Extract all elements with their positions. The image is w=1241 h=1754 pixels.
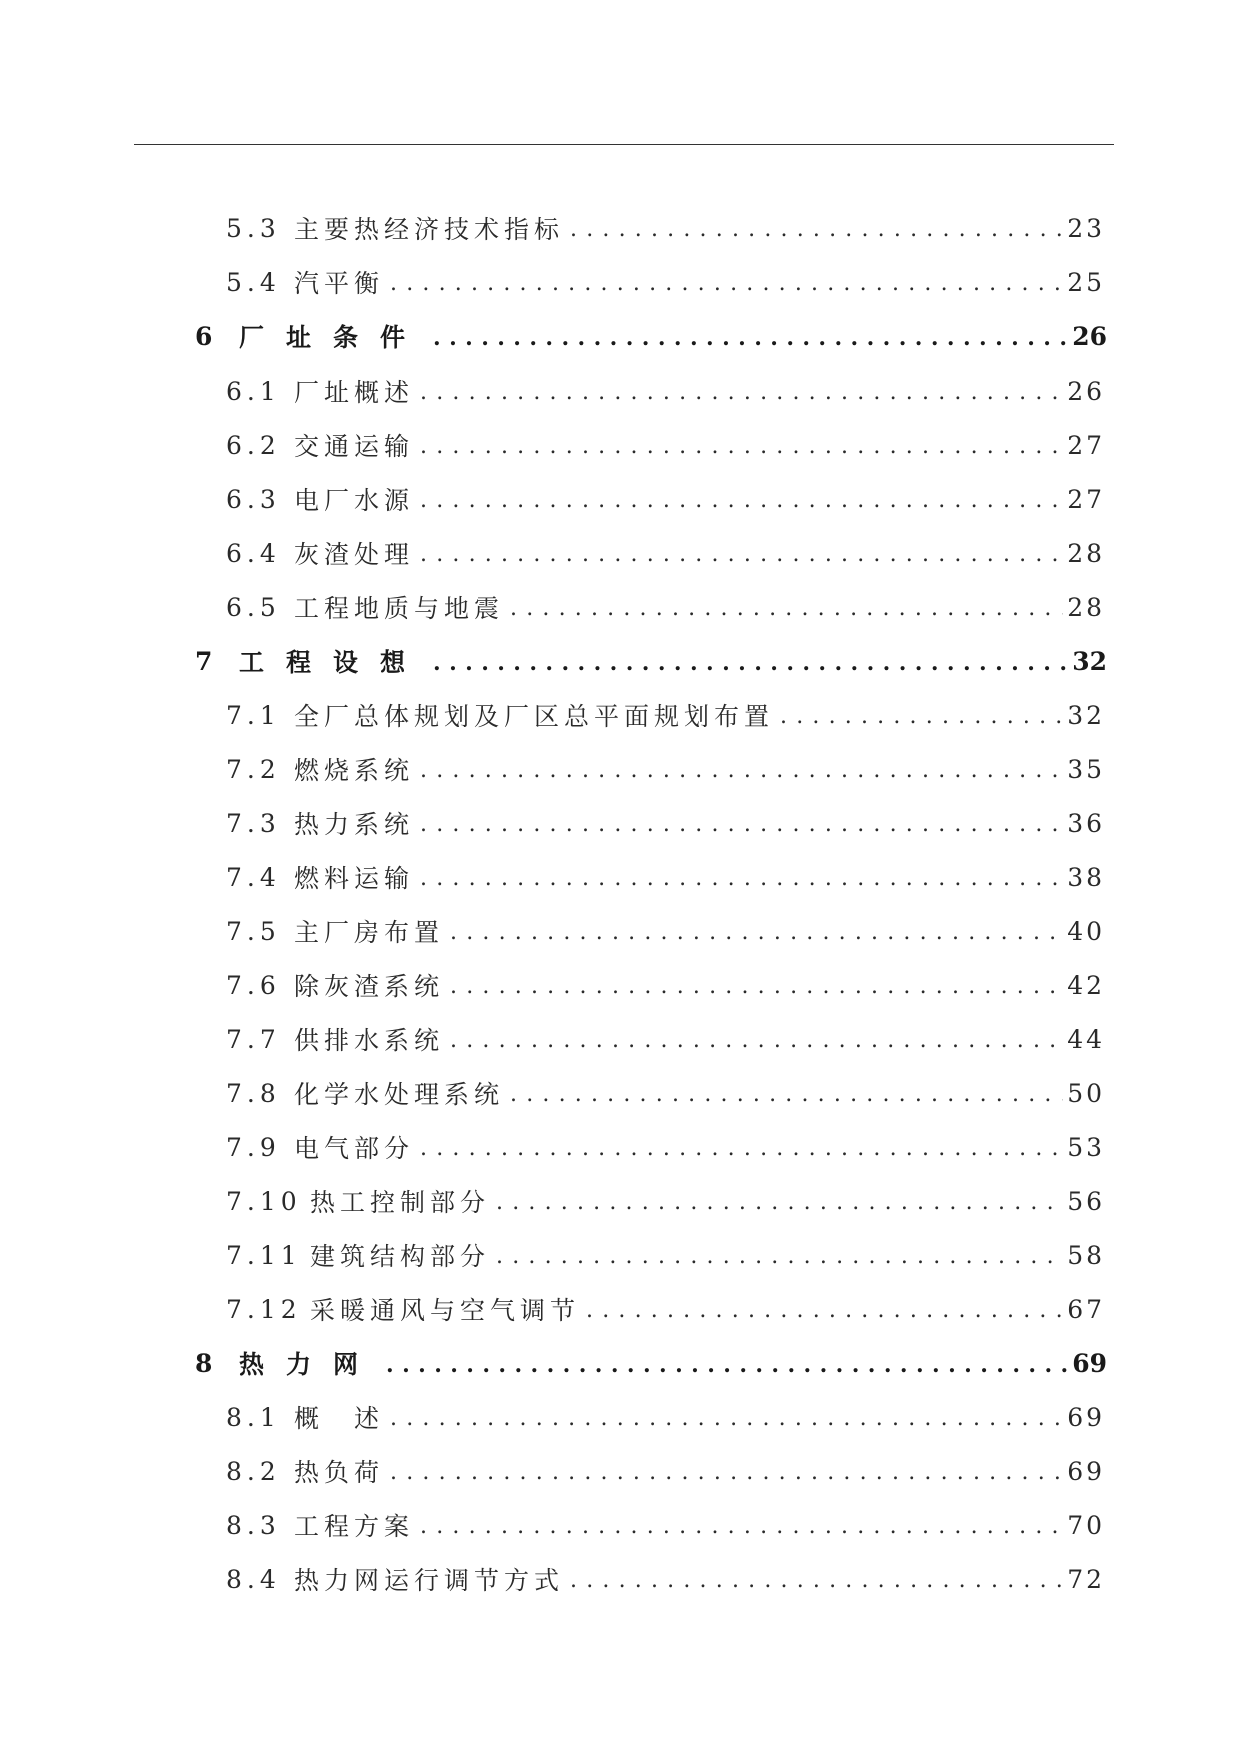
toc-entry-page: 67 bbox=[1067, 1294, 1105, 1324]
toc-entry-number: 7.2 bbox=[226, 754, 281, 784]
toc-dot-leader bbox=[496, 1240, 1063, 1270]
toc-entry-page: 53 bbox=[1067, 1132, 1105, 1162]
toc-entry-number: 7.3 bbox=[226, 808, 281, 838]
toc-entry-page: 36 bbox=[1067, 808, 1105, 838]
toc-entry-number: 7.7 bbox=[226, 1024, 281, 1054]
toc-entry[interactable] bbox=[0, 1235, 1241, 1275]
toc-entry[interactable] bbox=[0, 1451, 1241, 1491]
toc-entry-page: 28 bbox=[1067, 538, 1105, 568]
toc-dot-leader bbox=[570, 213, 1063, 243]
toc-chapter-entry[interactable] bbox=[0, 316, 1241, 356]
toc-chapter-number: 7 bbox=[195, 646, 213, 676]
toc-chapter-entry[interactable] bbox=[0, 1343, 1241, 1383]
toc-dot-leader bbox=[450, 916, 1063, 946]
toc-dot-leader bbox=[510, 1078, 1063, 1108]
toc-dot-leader bbox=[386, 1348, 1068, 1378]
toc-entry-page: 23 bbox=[1067, 213, 1105, 243]
toc-entry[interactable] bbox=[0, 803, 1241, 843]
toc-entry[interactable] bbox=[0, 479, 1241, 519]
toc-entry-page: 69 bbox=[1067, 1456, 1105, 1486]
toc-entry-page: 27 bbox=[1067, 484, 1105, 514]
toc-entry[interactable] bbox=[0, 1073, 1241, 1113]
toc-entry-page: 35 bbox=[1067, 754, 1105, 784]
toc-entry-page: 32 bbox=[1067, 700, 1105, 730]
toc-dot-leader bbox=[433, 646, 1068, 676]
toc-entry-page: 40 bbox=[1067, 916, 1105, 946]
toc-entry-title: 燃料运输 bbox=[294, 864, 415, 893]
toc-dot-leader bbox=[420, 1132, 1063, 1162]
toc-entry-title: 主厂房布置 bbox=[294, 918, 445, 947]
toc-entry-number: 7.4 bbox=[226, 862, 281, 892]
toc-entry[interactable] bbox=[0, 1181, 1241, 1221]
toc-entry-title: 热工控制部分 bbox=[310, 1188, 491, 1217]
toc-entry[interactable] bbox=[0, 425, 1241, 465]
toc-entry[interactable] bbox=[0, 749, 1241, 789]
toc-entry[interactable] bbox=[0, 857, 1241, 897]
toc-dot-leader bbox=[450, 1024, 1063, 1054]
toc-entry-number: 7.12 bbox=[226, 1294, 302, 1324]
toc-dot-leader bbox=[570, 1564, 1063, 1594]
toc-entry[interactable] bbox=[0, 911, 1241, 951]
toc-entry-number: 6.3 bbox=[226, 484, 281, 514]
toc-entry-page: 70 bbox=[1067, 1510, 1105, 1540]
toc-dot-leader bbox=[420, 484, 1063, 514]
toc-entry-title: 燃烧系统 bbox=[294, 756, 415, 785]
toc-entry-number: 7.8 bbox=[226, 1078, 281, 1108]
toc-entry-page: 26 bbox=[1067, 376, 1105, 406]
toc-entry-title: 热力系统 bbox=[294, 810, 415, 839]
toc-entry-page: 28 bbox=[1067, 592, 1105, 622]
toc-entry-title: 采暖通风与空气调节 bbox=[310, 1296, 581, 1325]
toc-entry[interactable] bbox=[0, 1127, 1241, 1167]
toc-entry[interactable] bbox=[0, 587, 1241, 627]
toc-entry-number: 5.3 bbox=[226, 213, 281, 243]
toc-entry-title: 热负荷 bbox=[294, 1458, 385, 1487]
toc-entry-number: 7.11 bbox=[226, 1240, 302, 1270]
toc-entry[interactable] bbox=[0, 208, 1241, 248]
toc-entry-title: 主要热经济技术指标 bbox=[294, 215, 565, 244]
toc-entry-title: 除灰渣系统 bbox=[294, 972, 445, 1001]
toc-entry-number: 7.5 bbox=[226, 916, 281, 946]
toc-entry-title: 建筑结构部分 bbox=[310, 1242, 491, 1271]
toc-dot-leader bbox=[780, 700, 1063, 730]
toc-entry-title: 汽平衡 bbox=[294, 269, 385, 298]
toc-dot-leader bbox=[420, 808, 1063, 838]
toc-dot-leader bbox=[390, 1456, 1063, 1486]
toc-entry-number: 5.4 bbox=[226, 267, 281, 297]
toc-chapter-page: 32 bbox=[1072, 646, 1107, 676]
toc-dot-leader bbox=[420, 1510, 1063, 1540]
toc-entry-title: 化学水处理系统 bbox=[294, 1080, 505, 1109]
toc-entry[interactable] bbox=[0, 1289, 1241, 1329]
toc-entry-number: 6.5 bbox=[226, 592, 281, 622]
toc-entry-title: 电气部分 bbox=[294, 1134, 415, 1163]
toc-entry[interactable] bbox=[0, 1397, 1241, 1437]
toc-entry-page: 38 bbox=[1067, 862, 1105, 892]
toc-entry[interactable] bbox=[0, 1505, 1241, 1545]
toc-entry-number: 7.10 bbox=[226, 1186, 302, 1216]
toc-entry-number: 7.6 bbox=[226, 970, 281, 1000]
toc-entry-page: 44 bbox=[1067, 1024, 1105, 1054]
toc-chapter-entry[interactable] bbox=[0, 641, 1241, 681]
toc-chapter-page: 26 bbox=[1072, 321, 1107, 351]
toc-entry-title: 工程方案 bbox=[294, 1512, 415, 1541]
toc-entry-page: 69 bbox=[1067, 1402, 1105, 1432]
toc-dot-leader bbox=[390, 1402, 1063, 1432]
toc-entry-title: 供排水系统 bbox=[294, 1026, 445, 1055]
toc-entry-page: 56 bbox=[1067, 1186, 1105, 1216]
toc-chapter-page: 69 bbox=[1072, 1348, 1107, 1378]
toc-dot-leader bbox=[420, 754, 1063, 784]
toc-dot-leader bbox=[496, 1186, 1063, 1216]
toc-entry[interactable] bbox=[0, 262, 1241, 302]
header-rule bbox=[134, 144, 1114, 145]
toc-dot-leader bbox=[420, 376, 1063, 406]
toc-chapter-title: 工程设想 bbox=[239, 648, 428, 677]
toc-entry-title: 电厂水源 bbox=[294, 486, 415, 515]
toc-entry-page: 27 bbox=[1067, 430, 1105, 460]
toc-dot-leader bbox=[420, 538, 1063, 568]
toc-chapter-number: 6 bbox=[195, 321, 213, 351]
toc-entry-title: 全厂总体规划及厂区总平面规划布置 bbox=[294, 702, 775, 731]
toc-entry-title: 概 述 bbox=[294, 1404, 385, 1433]
toc-entry-page: 42 bbox=[1067, 970, 1105, 1000]
toc-entry-title: 灰渣处理 bbox=[294, 540, 415, 569]
toc-entry[interactable] bbox=[0, 371, 1241, 411]
toc-entry-number: 8.2 bbox=[226, 1456, 281, 1486]
toc-entry[interactable] bbox=[0, 533, 1241, 573]
toc-entry-page: 25 bbox=[1067, 267, 1105, 297]
toc-dot-leader bbox=[450, 970, 1063, 1000]
toc-dot-leader bbox=[420, 430, 1063, 460]
toc-entry-title: 厂址概述 bbox=[294, 378, 415, 407]
toc-entry-number: 6.1 bbox=[226, 376, 281, 406]
toc-entry-title: 热力网运行调节方式 bbox=[294, 1566, 565, 1595]
toc-dot-leader bbox=[586, 1294, 1063, 1324]
toc-dot-leader bbox=[420, 862, 1063, 892]
toc-entry-number: 8.3 bbox=[226, 1510, 281, 1540]
toc-dot-leader bbox=[390, 267, 1063, 297]
toc-entry-page: 50 bbox=[1067, 1078, 1105, 1108]
toc-entry-title: 工程地质与地震 bbox=[294, 594, 505, 623]
toc-entry[interactable] bbox=[0, 965, 1241, 1005]
toc-entry[interactable] bbox=[0, 1559, 1241, 1599]
toc-entry-title: 交通运输 bbox=[294, 432, 415, 461]
toc-entry-number: 6.4 bbox=[226, 538, 281, 568]
toc-entry-number: 8.1 bbox=[226, 1402, 281, 1432]
toc-entry-page: 58 bbox=[1067, 1240, 1105, 1270]
toc-dot-leader bbox=[433, 321, 1068, 351]
toc-entry-number: 6.2 bbox=[226, 430, 281, 460]
toc-entry-page: 72 bbox=[1067, 1564, 1105, 1594]
toc-entry-number: 8.4 bbox=[226, 1564, 281, 1594]
toc-dot-leader bbox=[510, 592, 1063, 622]
toc-chapter-title: 厂址条件 bbox=[239, 323, 428, 352]
toc-entry[interactable] bbox=[0, 695, 1241, 735]
toc-chapter-number: 8 bbox=[195, 1348, 213, 1378]
toc-entry[interactable] bbox=[0, 1019, 1241, 1059]
toc-chapter-title: 热力网 bbox=[239, 1350, 381, 1379]
toc-entry-number: 7.1 bbox=[226, 700, 281, 730]
toc-entry-number: 7.9 bbox=[226, 1132, 281, 1162]
